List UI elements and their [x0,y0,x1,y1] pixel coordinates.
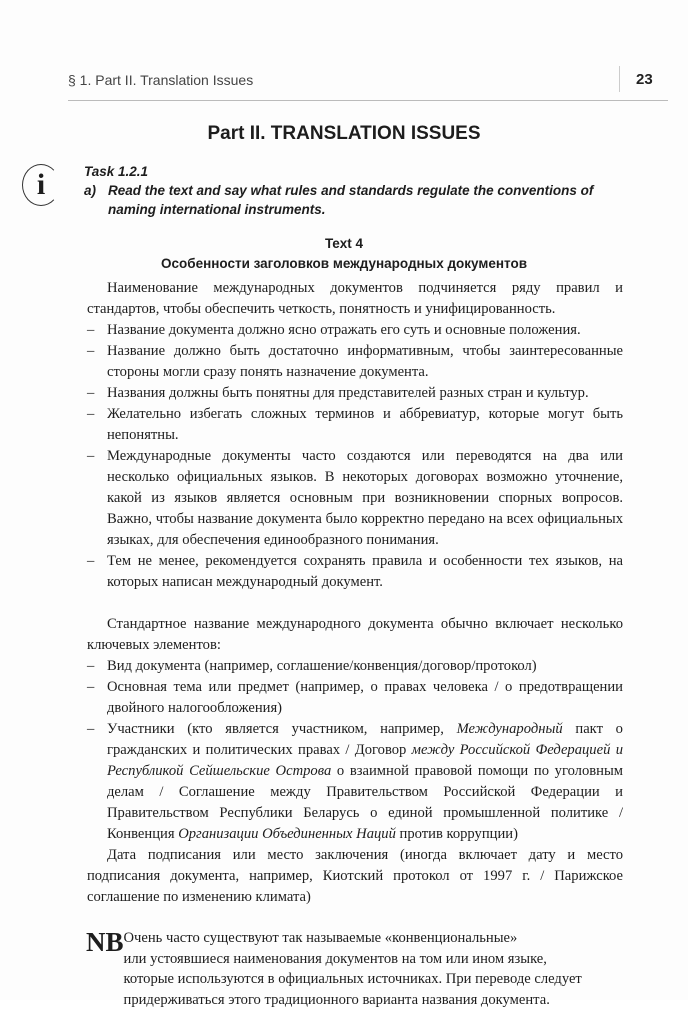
nb-line: Очень часто существуют так называемые «конвенциональные» [124,928,626,949]
list-item [87,551,623,593]
list-item-text: Международные документы часто создаются или переводятся на два или несколько официальных языков. В некоторых договорах возможно уточнение, какой из языков является основным при возникновении спорных вопросов. Важно, чтобы название документа было корректно передано на всех официальных языках, для обеспечения единообразного понимания. [107,446,623,551]
running-header: § 1. Part II. Translation Issues [68,72,253,88]
list-item [87,677,623,719]
list-item-participants [87,719,623,845]
dash: – [87,446,107,551]
list-item [87,383,623,404]
list-item-text [107,719,623,845]
nb-line: или устоявшиеся наименования документов на том или ином языке, [124,949,626,970]
task-section [0,162,688,224]
list-item-text: Вид документа (например, соглашение/конвенция/договор/протокол) [107,656,623,677]
nb-note [124,928,626,1010]
italic-segment: между Российской Федерацией и Республикой Сейшельские Острова [107,742,623,779]
date-paragraph: Дата подписания или место заключения (иногда включает дату и место подписания документа, например, Киотский протокол от 1997 г. / Парижское соглашение по изменению климата) [87,845,623,908]
dash: – [87,551,107,593]
list-item-text: Название должно быть достаточно информативным, чтобы заинтересованные стороны могли сразу понять назначение документа. [107,341,623,383]
list-item [87,320,623,341]
nb-line: которые используются в официальных источниках. При переводе следует [124,969,626,990]
dash: – [87,341,107,383]
text-segment: о взаимной правовой помощи по уголовным делам / Соглашение между Правительством Российской Федерации и Правительством Республики Беларусь о единой промышленной политике / Конвенция [107,763,623,842]
dash: – [87,320,107,341]
nb-mark: NB [86,928,124,1010]
list-item [87,404,623,446]
list-item [87,341,623,383]
info-icon: i [22,164,60,206]
elements-paragraph: Стандартное название международного документа обычно включает несколько ключевых элементов: [87,614,623,656]
task-label: Task 1.2.1 [84,162,644,181]
text-heading: Особенности заголовков международных документов [0,254,688,274]
list-item-text: Основная тема или предмет (например, о правах человека / о предотвращении двойного налогообложения) [107,677,623,719]
italic-segment: Организации Объединенных Наций [178,826,396,842]
header-divider [619,66,620,92]
page-title: Part II. TRANSLATION ISSUES [0,122,688,146]
list-item-text: Названия должны быть понятны для представителей разных стран и культур. [107,383,623,404]
list-item-text: Тем не менее, рекомендуется сохранять правила и особенности тех языков, на которых написан международный документ. [107,551,623,593]
dash: – [87,656,107,677]
task-letter: a) [84,181,108,219]
dash: – [87,383,107,404]
text-segment: Участники (кто является участником, например, [107,721,457,737]
intro-paragraph: Наименование международных документов подчиняется ряду правил и стандартов, чтобы обеспечить четкость, понятность и унифицированность. [87,278,623,320]
text-body [87,278,623,908]
dash: – [87,404,107,446]
italic-segment: Международный [457,721,563,737]
task-question-text: Read the text and say what rules and standards regulate the conventions of naming international instruments. [108,181,644,219]
page-content [0,122,688,1010]
text-number: Text 4 [0,234,688,254]
dash: – [87,677,107,719]
text-segment: против коррупции) [396,826,518,842]
header-rule [68,100,668,101]
list-item [87,446,623,551]
text-segment: пакт о гражданских и политических правах / Договор [107,721,623,758]
list-item-text: Название документа должно ясно отражать его суть и основные положения. [107,320,623,341]
dash: – [87,719,107,845]
task-question [84,181,644,219]
nb-section [86,928,626,1010]
page-number: 23 [636,71,653,88]
nb-line: придерживаться этого традиционного варианта названия документа. [124,990,626,1010]
list-item-text: Желательно избегать сложных терминов и аббревиатур, которые могут быть непонятны. [107,404,623,446]
list-item [87,656,623,677]
spacer [87,593,623,614]
task-block [84,162,644,219]
